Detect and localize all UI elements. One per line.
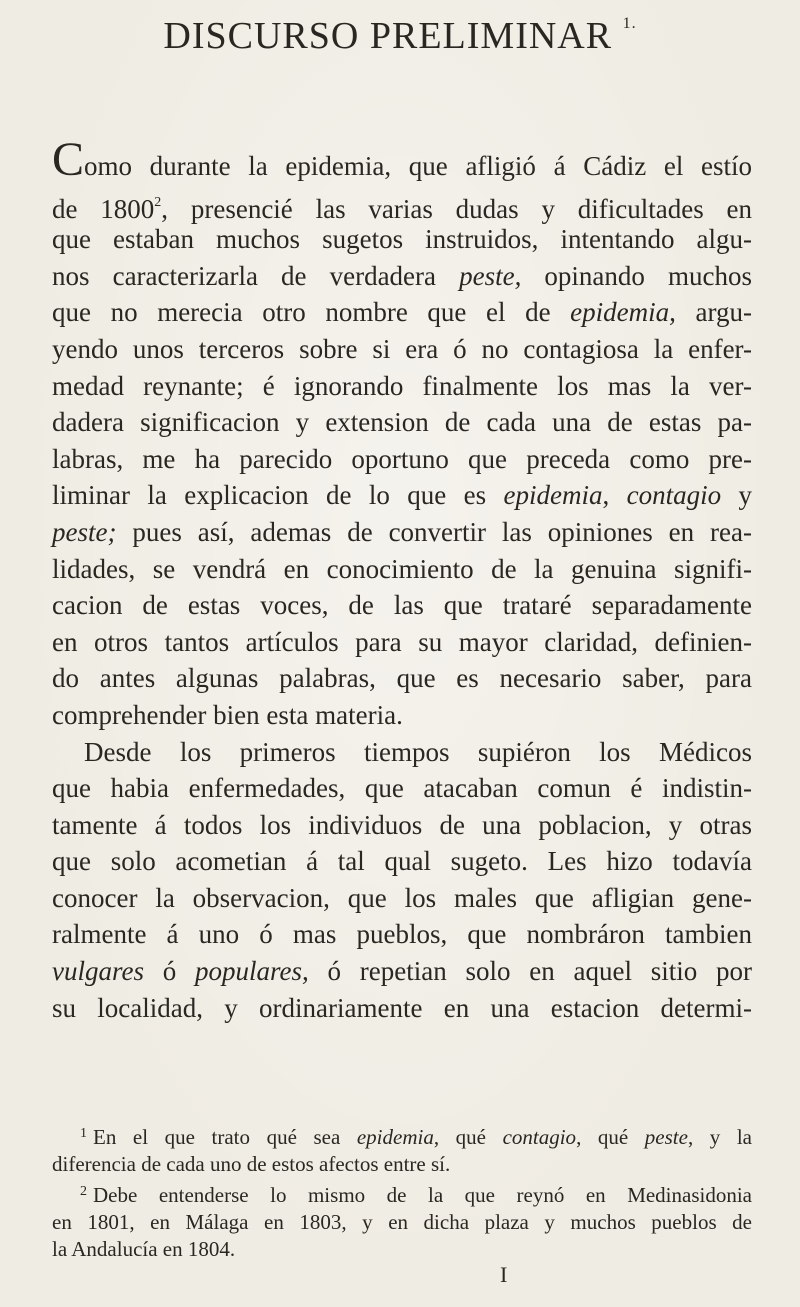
text-line: medad reynante; é ignorando finalmente los mas la ver- [52, 370, 752, 401]
text-line: conocer la observacion, que los males que afligian gene- [52, 882, 752, 913]
italic-term: populares, [195, 956, 309, 987]
title-footnote-mark: 1. [622, 15, 637, 32]
text-line: nos caracterizarla de verdadera peste, opinando muchos [52, 260, 752, 291]
printer-signature-mark: I [500, 1262, 508, 1287]
text-line: vulgares ó populares, ó repetian solo en aquel sitio por [52, 956, 752, 987]
footnote-1: $^1$ En el que trato qué sea epidemia, qué contagio, qué peste, y la [80, 1125, 752, 1149]
drop-cap: C [52, 133, 85, 186]
text-line: Como durante la epidemia, que afligió á Cádiz el estío [52, 133, 752, 186]
italic-term: peste, [459, 260, 522, 291]
text-line: en otros tantos artículos para su mayor claridad, definien- [52, 626, 752, 657]
main-text [52, 133, 753, 1026]
italic-term: contagio [626, 480, 722, 511]
text-line: su localidad, y ordinariamente en una estacion determi- [52, 992, 752, 1023]
title-text: DISCURSO PRELIMINAR [163, 15, 613, 57]
text-line: comprehender bien esta materia. [52, 699, 403, 730]
footnote-number: 2 [80, 1184, 87, 1199]
text-line: que estaban muchos sugetos instruidos, intentando algu- [52, 224, 752, 255]
page-title [0, 14, 800, 58]
text-line: ralmente á uno ó mas pueblos, que nombráron tambien [52, 919, 752, 950]
text-line: tamente á todos los individuos de una poblacion, y otras [52, 809, 752, 840]
text-line: yendo unos terceros sobre si era ó no contagiosa la enfer- [52, 333, 752, 364]
text-line: de 1800$^2$, presencié las varias dudas y dificultades en [52, 193, 753, 224]
text-line: liminar la explicacion de lo que es epidemia, contagio y [52, 480, 753, 511]
text-line: que no merecia otro nombre que el de epidemia, argu- [52, 297, 752, 328]
text-line: peste; pues así, ademas de convertir las opiniones en rea- [52, 516, 752, 547]
footnote-line: en 1801, en Málaga en 1803, y en dicha plaza y muchos pueblos de [52, 1210, 752, 1234]
footnotes [52, 1120, 752, 1263]
text-line: dadera significacion y extension de cada una de estas pa- [52, 407, 752, 438]
footnote-line: diferencia de cada uno de estos afectos entre sí. [52, 1152, 451, 1176]
footnote-line: la Andalucía en 1804. [52, 1237, 236, 1261]
italic-term: epidemia, [570, 297, 676, 328]
text-line: do antes algunas palabras, que es necesario saber, para [52, 663, 752, 694]
text-line: cacion de estas voces, de las que trataré separadamente [52, 590, 752, 621]
text-line: que habia enfermedades, que atacaban comun é indistin- [52, 773, 752, 804]
text-line: que solo acometian á tal qual sugeto. Les hizo todavía [52, 846, 752, 877]
text-line: labras, me ha parecido oportuno que preceda como pre- [52, 443, 752, 474]
italic-term: vulgares [52, 956, 144, 987]
footnote-2: $^2$ Debe entenderse lo mismo de la que reynó en Medinasidonia [80, 1183, 752, 1207]
text-line: lidades, se vendrá en conocimiento de la genuina signifi- [52, 553, 752, 584]
footnote-ref: 2 [154, 194, 162, 210]
text-line: Desde los primeros tiempos supiéron los Médicos [84, 736, 752, 767]
italic-term: epidemia [503, 480, 603, 511]
italic-term: peste; [52, 516, 117, 547]
footnote-number: 1 [80, 1126, 87, 1141]
